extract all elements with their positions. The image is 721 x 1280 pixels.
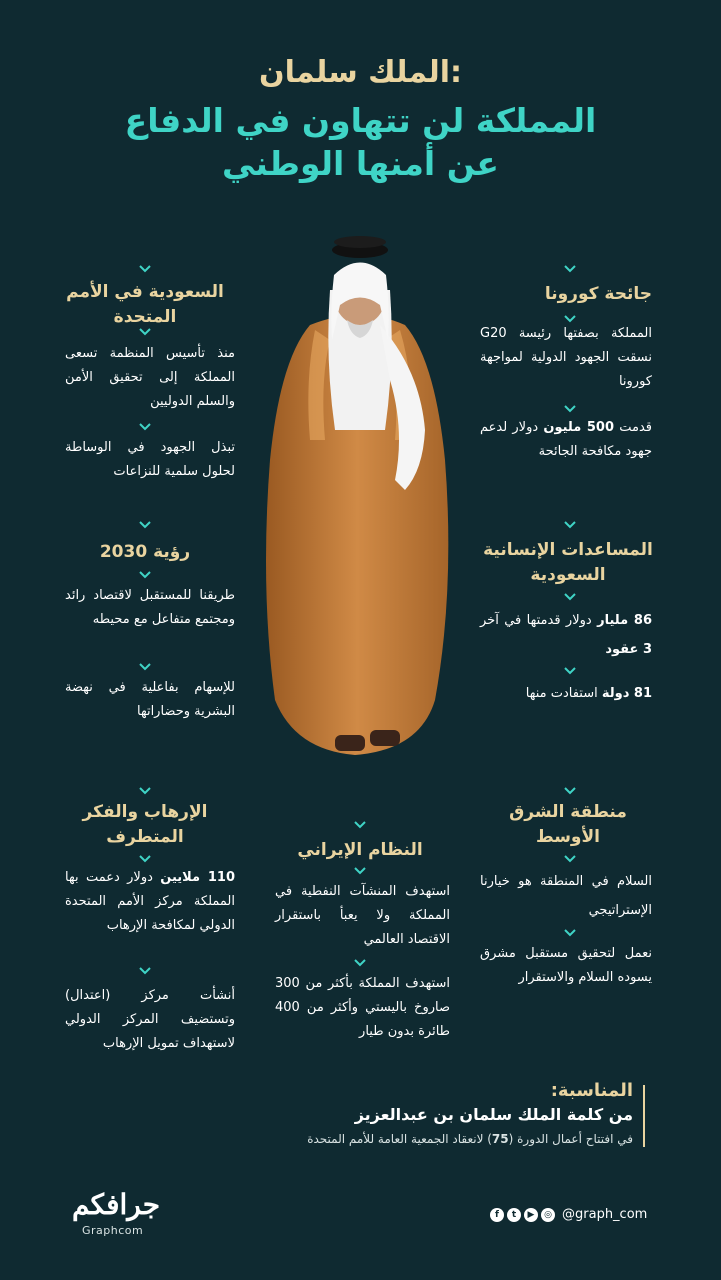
chevron-down-icon	[563, 518, 577, 532]
chevron-down-icon	[563, 926, 577, 940]
terror-point-1: 110 ملايين دولار دعمت بها المملكة مركز الأمم المتحدة الدولي لمكافحة الإرهاب	[65, 870, 235, 934]
section-heading-mideast: منطقة الشرق الأوسط	[509, 802, 627, 847]
title-line-1: الملك سلمان:	[258, 55, 462, 90]
section-heading-aid: المساعدات الإنسانية السعودية	[483, 540, 653, 585]
chevron-down-icon	[138, 518, 152, 532]
chevron-down-icon	[563, 664, 577, 678]
chevron-down-icon	[138, 852, 152, 866]
chevron-down-icon	[353, 956, 367, 970]
un-point-1: منذ تأسيس المنظمة تسعى المملكة إلى تحقيق الأمن والسلم الدوليين	[65, 346, 235, 410]
chevron-down-icon	[138, 784, 152, 798]
social-handle[interactable]: @graph_com	[562, 1207, 648, 1222]
title-line-2: المملكة لن تتهاون في الدفاع	[124, 101, 597, 140]
mideast-point-2: نعمل لتحقيق مستقبل مشرق يسوده السلام والاستقرار	[480, 946, 652, 986]
chevron-down-icon	[138, 964, 152, 978]
section-heading-un: السعودية في الأمم المتحدة	[66, 282, 224, 327]
vision-point-1: طريقنا للمستقبل لاقتصاد رائد ومجتمع متفاعل مع محيطه	[65, 588, 235, 628]
title-main	[0, 100, 721, 186]
chevron-down-icon	[138, 568, 152, 582]
chevron-down-icon	[353, 864, 367, 878]
aid-point-1: 86 مليار دولار قدمتها في آخر 3 عقود	[480, 613, 653, 657]
section-heading-iran: النظام الإيراني	[297, 840, 423, 860]
occasion-divider	[643, 1085, 645, 1147]
chevron-down-icon	[353, 818, 367, 832]
graphcom-logo: جرافكم	[72, 1188, 161, 1221]
twitter-icon[interactable]: t	[507, 1208, 521, 1222]
chevron-down-icon	[563, 784, 577, 798]
section-heading-corona: جائحة كورونا	[544, 284, 652, 304]
mideast-point-1: السلام في المنطقة هو خيارنا الإستراتيجي	[480, 874, 652, 918]
chevron-down-icon	[563, 402, 577, 416]
title-line-3: عن أمنها الوطني	[222, 143, 499, 183]
chevron-down-icon	[138, 325, 152, 339]
section-heading-terror: الإرهاب والفكر المتطرف	[82, 802, 208, 847]
chevron-down-icon	[138, 420, 152, 434]
instagram-icon[interactable]: ◎	[541, 1208, 555, 1222]
facebook-icon[interactable]: f	[490, 1208, 504, 1222]
social-links	[490, 1207, 647, 1222]
youtube-icon[interactable]: ▶	[524, 1208, 538, 1222]
chevron-down-icon	[563, 262, 577, 276]
corona-point-2: قدمت 500 مليون دولار لدعم جهود مكافحة الجائحة	[480, 420, 652, 460]
chevron-down-icon	[563, 852, 577, 866]
section-heading-vision: رؤية 2030	[99, 542, 191, 562]
king-figure-illustration	[255, 230, 465, 780]
vision-point-2: للإسهام بفاعلية في نهضة البشرية وحضاراتها	[65, 680, 235, 720]
graphcom-logo-text: Graphcom	[82, 1224, 144, 1237]
terror-point-2: أنشأت مركز (اعتدال) وتستضيف المركز الدولي لاستهداف تمويل الإرهاب	[65, 988, 235, 1052]
aid-point-2: 81 دولة استفادت منها	[525, 686, 652, 701]
corona-point-1: المملكة بصفتها رئيسة G20 نسقت الجهود الدولية لمواجهة كورونا	[480, 326, 652, 390]
occasion-detail: في افتتاح أعمال الدورة (75) لانعقاد الجمعية العامة للأمم المتحدة	[307, 1132, 633, 1146]
iran-point-2: استهدف المملكة بأكثر من 300 صاروخ باليستي وأكثر من 400 طائرة بدون طيار	[275, 976, 450, 1040]
chevron-down-icon	[138, 262, 152, 276]
occasion-label: المناسبة:	[550, 1080, 633, 1101]
occasion-subtitle: من كلمة الملك سلمان بن عبدالعزيز	[354, 1105, 633, 1124]
chevron-down-icon	[563, 590, 577, 604]
chevron-down-icon	[138, 660, 152, 674]
iran-point-1: استهدف المنشآت النفطية في المملكة ولا يعبأ باستقرار الاقتصاد العالمي	[275, 884, 450, 948]
un-point-2: تبذل الجهود في الوساطة لحلول سلمية للنزاعات	[65, 440, 235, 480]
